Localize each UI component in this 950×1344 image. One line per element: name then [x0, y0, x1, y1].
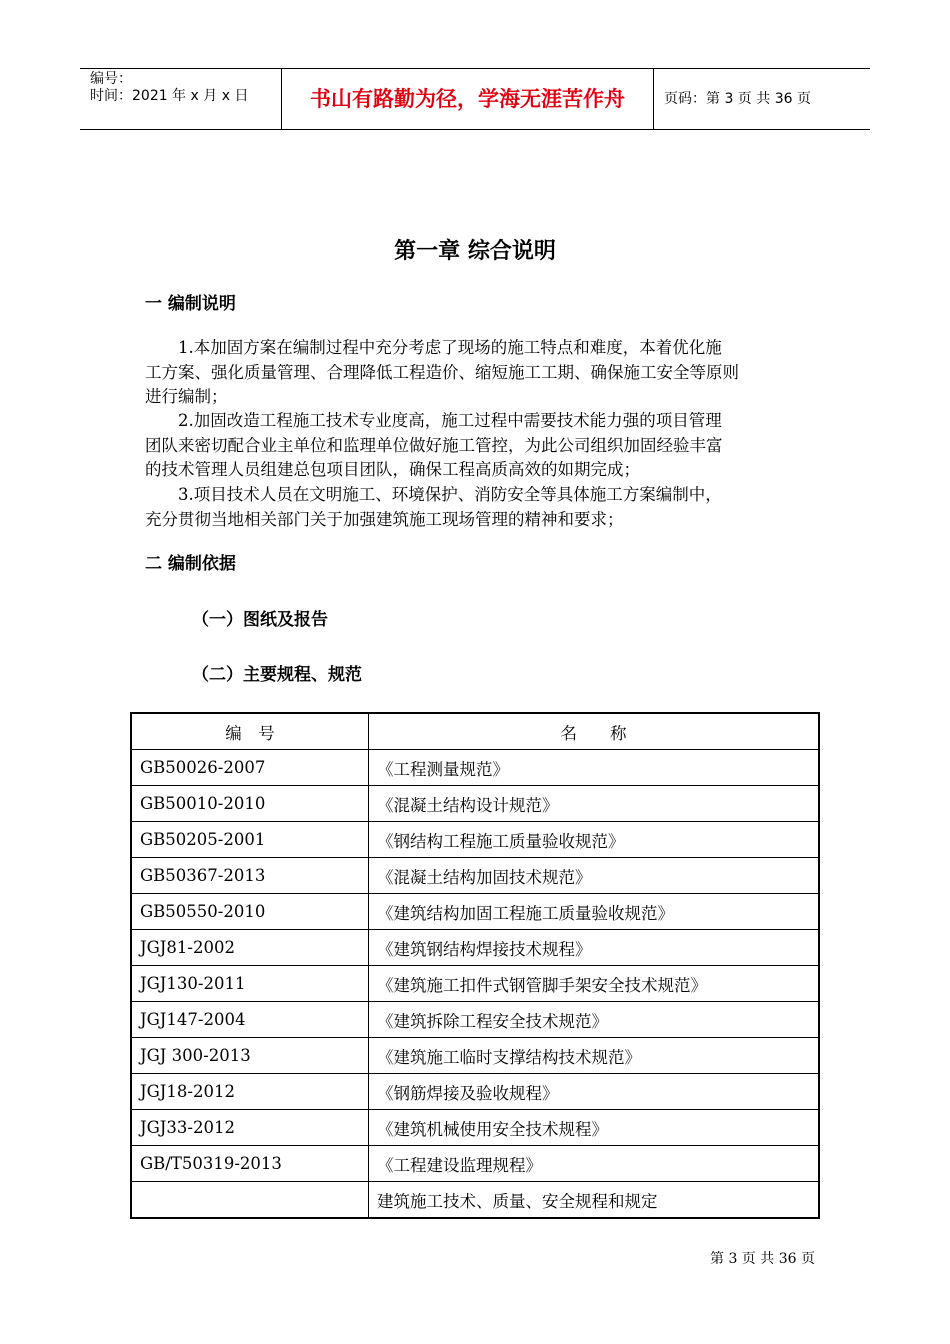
standard-code: JGJ130-2011 — [131, 966, 369, 1002]
standard-code: GB/T50319-2013 — [131, 1146, 369, 1182]
table-row — [131, 1038, 819, 1074]
paragraph-line: 充分贯彻当地相关部门关于加强建筑施工现场管理的精神和要求； — [145, 509, 624, 529]
table-row — [131, 930, 819, 966]
standard-code: JGJ18-2012 — [131, 1074, 369, 1110]
paragraph-line: 2.加固改造工程施工技术专业度高，施工过程中需要技术能力强的项目管理 — [178, 411, 722, 430]
table-row — [131, 894, 819, 930]
paragraph-line: 进行编制； — [145, 387, 228, 406]
header-meta — [80, 69, 281, 129]
page-header — [80, 68, 870, 130]
standard-name: 《建筑钢结构焊接技术规程》 — [369, 930, 820, 966]
table-row — [131, 822, 819, 858]
section-heading-compilation-notes: 一 编制说明 — [145, 294, 236, 314]
standard-name: 《工程建设监理规程》 — [369, 1146, 820, 1182]
column-header-name: 名 称 — [369, 713, 820, 750]
document-time: 时间：2021 年 x 月 x 日 — [90, 88, 249, 104]
page-footer: 第 3 页 共 36 页 — [710, 1251, 815, 1267]
paragraph-line: 3.项目技术人员在文明施工、环境保护、消防安全等具体施工方案编制中， — [178, 485, 722, 504]
paragraph-line: 1.本加固方案在编制过程中充分考虑了现场的施工特点和难度，本着优化施 — [178, 338, 722, 357]
table-row — [131, 966, 819, 1002]
standard-name: 《工程测量规范》 — [369, 750, 820, 786]
standard-name: 《混凝土结构加固技术规范》 — [369, 858, 820, 894]
column-header-code: 编 号 — [131, 713, 369, 750]
standard-name: 《建筑拆除工程安全技术规范》 — [369, 1002, 820, 1038]
table-row — [131, 750, 819, 786]
table-header-row — [131, 713, 819, 750]
header-page-info: 页码：第 3 页 共 36 页 — [664, 91, 811, 107]
standard-code: JGJ33-2012 — [131, 1110, 369, 1146]
standard-name: 《建筑施工扣件式钢管脚手架安全技术规范》 — [369, 966, 820, 1002]
standard-code: GB50205-2001 — [131, 822, 369, 858]
standard-name: 《钢结构工程施工质量验收规范》 — [369, 822, 820, 858]
standard-code — [131, 1182, 369, 1219]
standard-name: 《建筑机械使用安全技术规程》 — [369, 1110, 820, 1146]
standard-name: 建筑施工技术、质量、安全规程和规定 — [369, 1182, 820, 1219]
standard-code: GB50550-2010 — [131, 894, 369, 930]
standard-code: GB50026-2007 — [131, 750, 369, 786]
document-number-label: 编号： — [90, 71, 132, 87]
table-row — [131, 1182, 819, 1219]
standard-code: JGJ 300-2013 — [131, 1038, 369, 1074]
paragraph-line: 团队来密切配合业主单位和监理单位做好施工管控，为此公司组织加固经验丰富 — [145, 435, 723, 455]
paragraph-line: 的技术管理人员组建总包项目团队，确保工程高质高效的如期完成； — [145, 460, 640, 479]
subheading-drawings: （一）图纸及报告 — [192, 610, 328, 630]
chapter-title: 第一章 综合说明 — [394, 239, 556, 264]
standard-name: 《建筑施工临时支撑结构技术规范》 — [369, 1038, 820, 1074]
table-row — [131, 1110, 819, 1146]
paragraph-line: 工方案、强化质量管理、合理降低工程造价、缩短施工工期、确保施工安全等原则 — [145, 362, 739, 382]
standard-code: JGJ147-2004 — [131, 1002, 369, 1038]
standard-code: GB50367-2013 — [131, 858, 369, 894]
standard-name: 《混凝土结构设计规范》 — [369, 786, 820, 822]
table-row — [131, 1146, 819, 1182]
paragraph-1 — [145, 336, 809, 410]
header-motto: 书山有路勤为径，学海无涯苦作舟 — [281, 69, 654, 129]
paragraph-3 — [145, 483, 809, 532]
table-row — [131, 1074, 819, 1110]
standard-name: 《建筑结构加固工程施工质量验收规范》 — [369, 894, 820, 930]
standard-name: 《钢筋焊接及验收规程》 — [369, 1074, 820, 1110]
standard-code: GB50010-2010 — [131, 786, 369, 822]
paragraph-2 — [145, 409, 809, 483]
standards-table — [130, 712, 820, 1219]
standard-code: JGJ81-2002 — [131, 930, 369, 966]
subheading-standards: （二）主要规程、规范 — [192, 665, 362, 685]
table-row — [131, 1002, 819, 1038]
table-row — [131, 858, 819, 894]
table-row — [131, 786, 819, 822]
section-heading-basis: 二 编制依据 — [145, 554, 236, 574]
